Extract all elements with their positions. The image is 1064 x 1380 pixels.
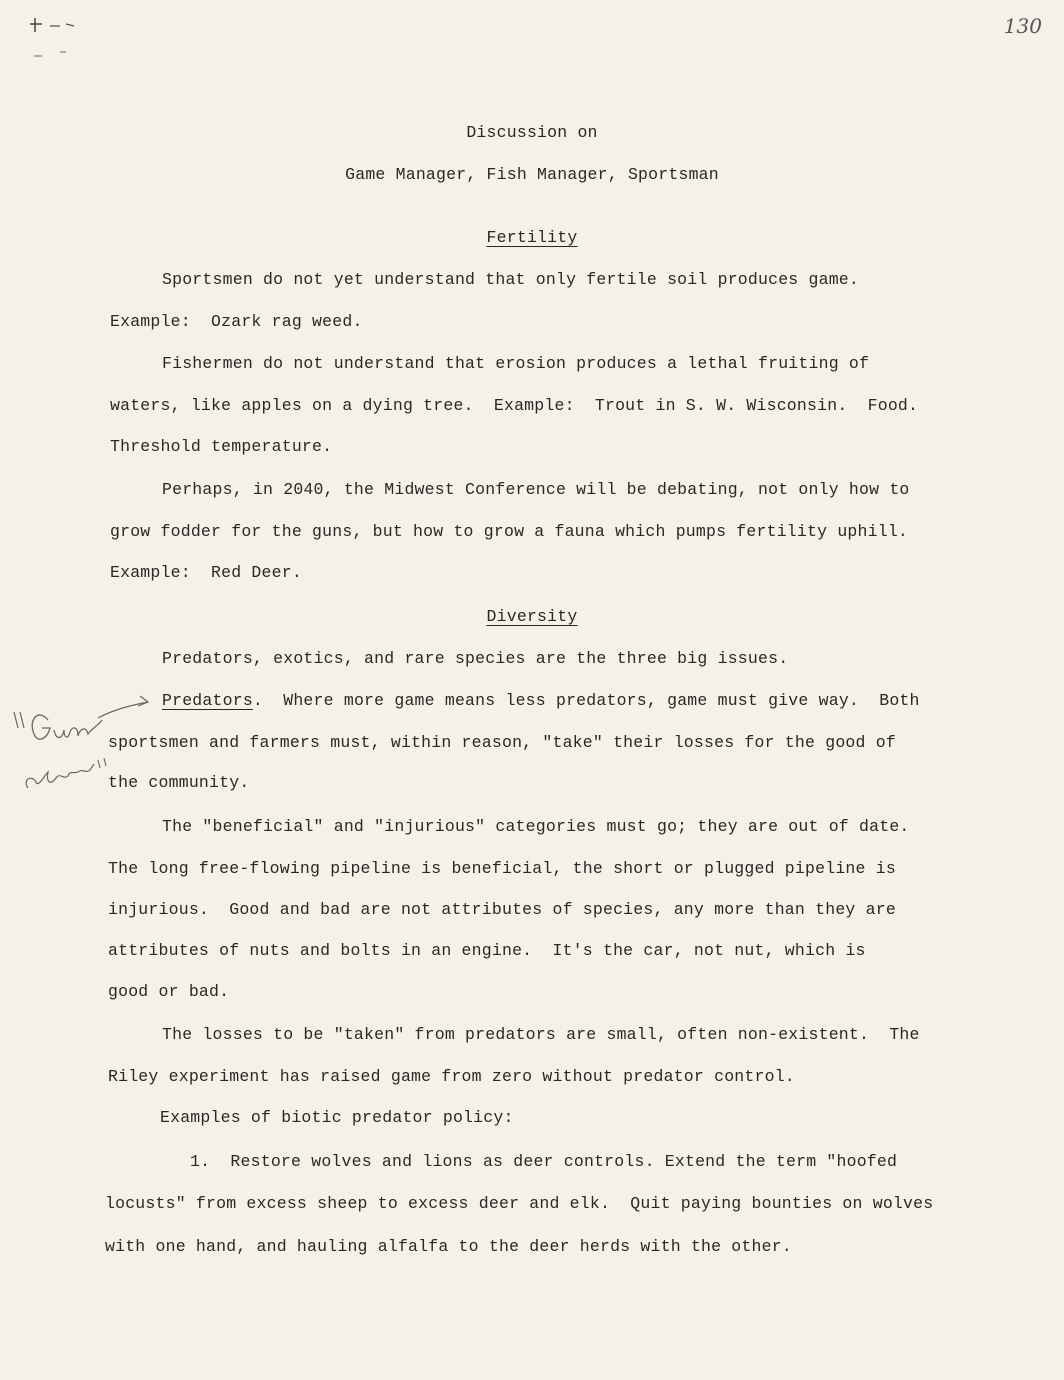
diversity-intro: Predators, exotics, and rare species are the three big issues. [162, 649, 789, 668]
diversity-heading: Diversity [486, 607, 578, 626]
document-title: Discussion on [466, 123, 598, 142]
fertility-line: waters, like apples on a dying tree. Example: Trout in S. W. Wisconsin. Food. [110, 396, 919, 415]
diversity-line: the community. [108, 773, 250, 792]
diversity-line: with one hand, and hauling alfalfa to the deer herds with the other. [105, 1237, 792, 1256]
diversity-line: Riley experiment has raised game from zero without predator control. [108, 1067, 795, 1086]
predators-label: Predators [162, 691, 253, 710]
fertility-line: Perhaps, in 2040, the Midwest Conference will be debating, not only how to [162, 480, 910, 499]
predators-text: . Where more game means less predators, game must give way. Both [252, 691, 920, 710]
diversity-line: The losses to be "taken" from predators are small, often non-existent. The [162, 1025, 920, 1044]
diversity-line: good or bad. [108, 982, 230, 1001]
document-subtitle: Game Manager, Fish Manager, Sportsman [345, 165, 719, 184]
fertility-line: Fishermen do not understand that erosion produces a lethal fruiting of [162, 354, 870, 373]
diversity-line: The long free-flowing pipeline is beneficial, the short or plugged pipeline is [108, 859, 896, 878]
predators-paragraph-first-line [162, 691, 920, 711]
diversity-line: injurious. Good and bad are not attributes of species, any more than they are [108, 900, 896, 919]
diversity-line: attributes of nuts and bolts in an engine. It's the car, not nut, which is [108, 941, 866, 960]
fertility-line: Threshold temperature. [110, 437, 333, 456]
diversity-line: 1. Restore wolves and lions as deer controls. Extend the term "hoofed [190, 1152, 898, 1171]
diversity-line: Examples of biotic predator policy: [160, 1108, 514, 1127]
diversity-line: locusts" from excess sheep to excess deer and elk. Quit paying bounties on wolves [105, 1194, 934, 1213]
fertility-line: Example: Ozark rag weed. [110, 312, 363, 331]
fertility-heading: Fertility [486, 228, 578, 247]
diversity-line: The "beneficial" and "injurious" categories must go; they are out of date. [162, 817, 910, 836]
fertility-line: grow fodder for the guns, but how to grow a fauna which pumps fertility uphill. [110, 522, 909, 541]
fertility-line: Example: Red Deer. [110, 563, 302, 582]
fertility-line: Sportsmen do not yet understand that only fertile soil produces game. [162, 270, 860, 289]
page-number: 130 [1003, 14, 1042, 38]
corner-pencil-marks [20, 8, 100, 68]
diversity-line: sportsmen and farmers must, within reason, "take" their losses for the good of [108, 733, 896, 752]
